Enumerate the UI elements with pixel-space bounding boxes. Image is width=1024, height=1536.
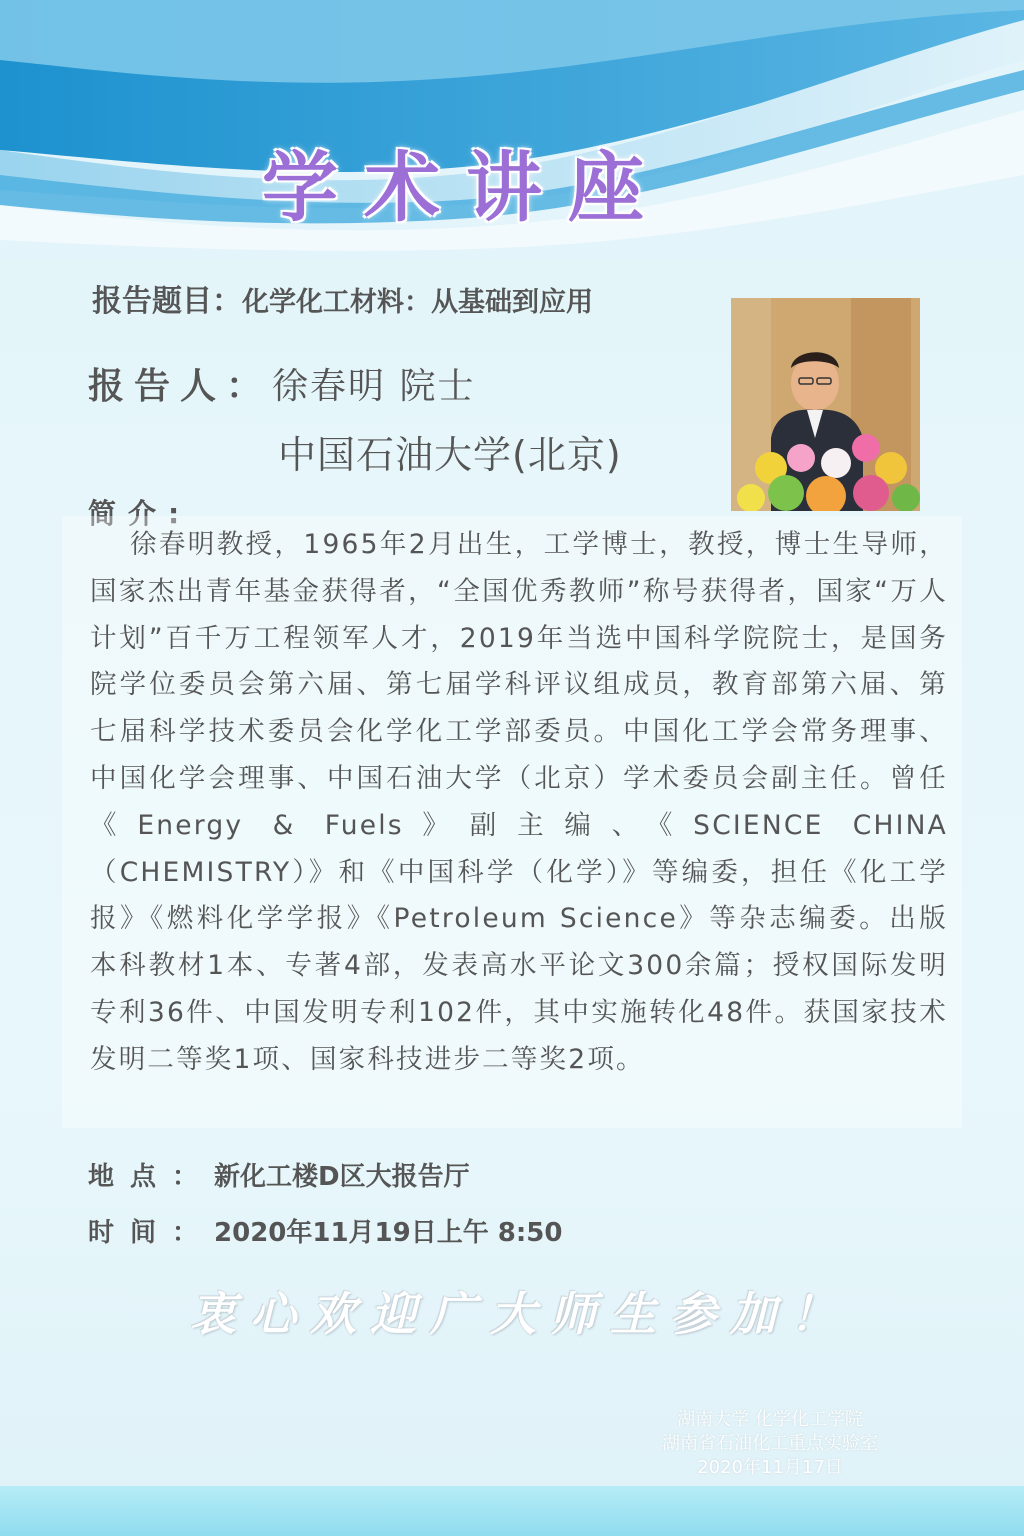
venue-row [88, 1156, 470, 1193]
footer-line-1: 湖南大学 化学化工学院 [677, 1409, 863, 1430]
speaker-row [88, 358, 475, 409]
welcome-message: 衷心欢迎广大师生参加！ [190, 1287, 850, 1341]
venue-label: 地点： [88, 1162, 215, 1192]
speaker-bio: 徐春明教授，1965年2月出生，工学博士，教授，博士生导师，国家杰出青年基金获得者，“全国优秀教师”称号获得者，国家“万人计划”百千万工程领军人才，2019年当选中国科学院院士，是国务院学位委员会第六届、第七届学科评议组成员，教育部第六届、第七届科学技术委员会化学化工学部委员。中国化工学会常务理事、中国化学会理事、中国石油大学（北京）学术委员会副主任。曾任《Energy & Fuels》副主编、《SCIENCE CHINA（CHEMISTRY）》和《中国科学（化学）》等编委，担任《化工学报》《燃料化学学报》《Petroleum Science》等杂志编委。出版本科教材1本、专著4部，发表高水平论文300余篇；授权国际发明专利36件、中国发明专利102件，其中实施转化48件。获国家技术发明二等奖1项、国家科技进步二等奖2项。 [90, 529, 948, 1075]
time-row [88, 1212, 562, 1249]
footer-date: 2020年11月17日 [697, 1457, 843, 1478]
time-value: 2020年11月19日上午 8:50 [214, 1218, 563, 1248]
organizer-footer [580, 1408, 960, 1480]
speaker-affiliation: 中国石油大学(北京) [278, 433, 622, 477]
speaker-photo [731, 298, 920, 511]
speaker-label: 报告人： [88, 366, 273, 407]
topic-value: 化学化工材料：从基础到应用 [242, 287, 593, 318]
intro-label: 简介: [88, 497, 192, 530]
venue-value: 新化工楼D区大报告厅 [214, 1162, 470, 1192]
lecture-title: 学术讲座 [262, 143, 670, 232]
topic-row [92, 276, 593, 320]
bottom-band [0, 1486, 1024, 1536]
speaker-name: 徐春明 院士 [272, 366, 476, 407]
time-label: 时间： [88, 1218, 215, 1248]
footer-line-2: 湖南省石油化工重点实验室 [662, 1433, 878, 1454]
topic-label: 报告题目： [92, 284, 242, 319]
